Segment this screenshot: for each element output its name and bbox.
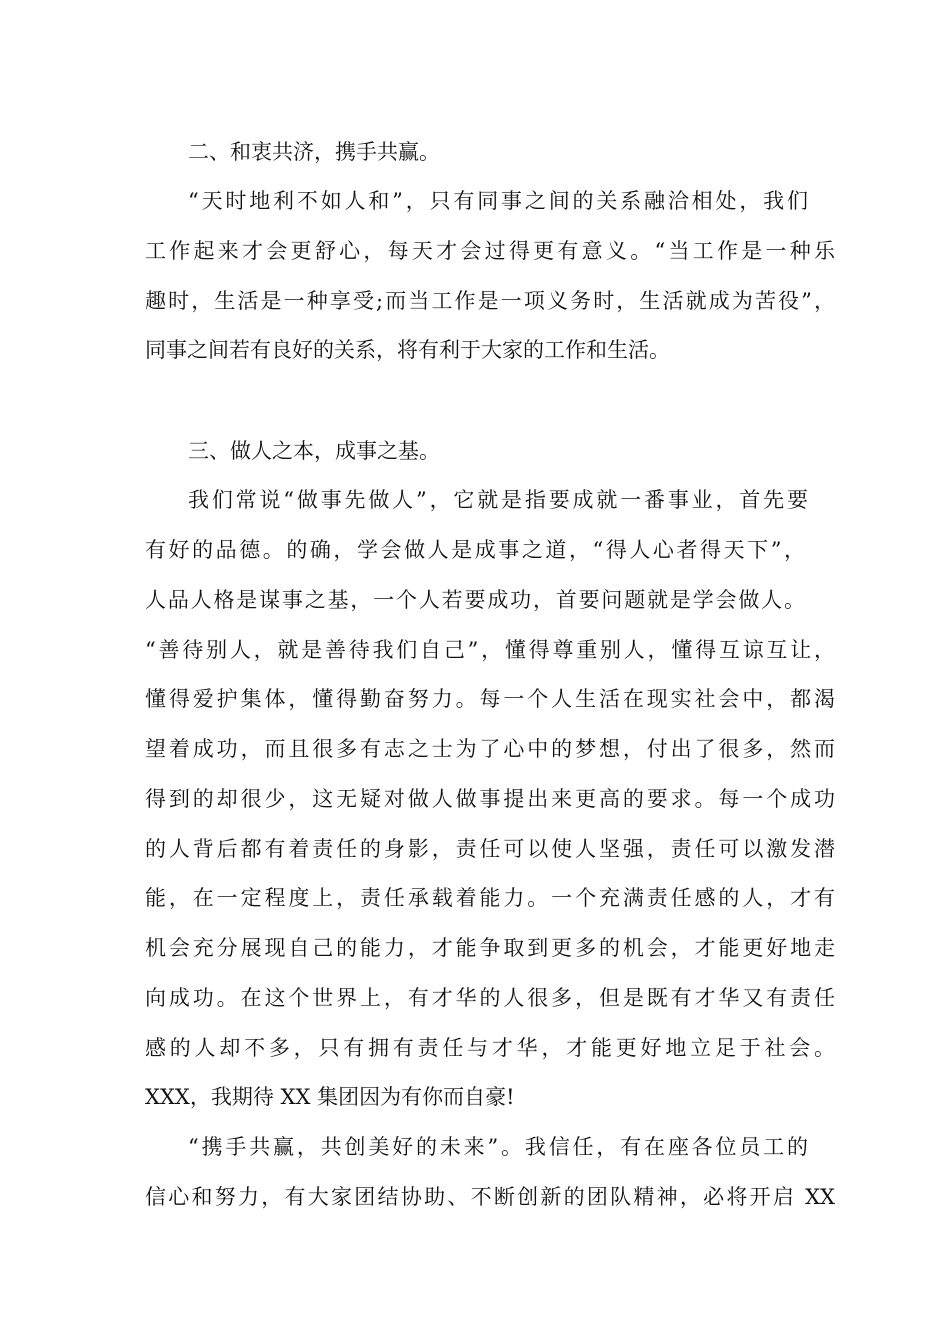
paragraph-line: 得到的却很少，这无疑对做人做事提出来更高的要求。每一个成功 (145, 787, 835, 811)
paragraph-line: 机会充分展现自己的能力，才能争取到更多的机会，才能更好地走 (145, 936, 835, 960)
paragraph-line: 人品人格是谋事之基，一个人若要成功，首要问题就是学会做人。 (145, 588, 805, 612)
paragraph-line: 信心和努力，有大家团结协助、不断创新的团队精神，必将开启 XX (145, 1185, 835, 1209)
paragraph-line: 的人背后都有着责任的身影，责任可以使人坚强，责任可以激发潜 (145, 837, 835, 861)
paragraph-line: 向成功。在这个世界上，有才华的人很多，但是既有才华又有责任 (145, 986, 835, 1010)
section-heading: 二、和衷共济，携手共赢。 (188, 140, 440, 164)
paragraph-line: 感的人却不多，只有拥有责任与才华，才能更好地立足于社会。 (145, 1036, 835, 1060)
paragraph-line: 同事之间若有良好的关系，将有利于大家的工作和生活。 (145, 338, 670, 362)
paragraph-line: “携手共赢，共创美好的未来”。我信任，有在座各位员工的 (188, 1135, 808, 1159)
paragraph-line: “善待别人，就是善待我们自己”，懂得尊重别人，懂得互谅互让， (145, 638, 835, 662)
paragraph-line: XXX，我期待 XX 集团因为有你而自豪! (145, 1085, 515, 1109)
paragraph-line: 我们常说“做事先做人”，它就是指要成就一番事业，首先要 (188, 488, 808, 512)
paragraph-line: 有好的品德。的确，学会做人是成事之道，“得人心者得天下”， (145, 538, 805, 562)
paragraph-line: 趣时，生活是一种享受;而当工作是一项义务时，生活就成为苦役”， (145, 289, 835, 313)
paragraph-line: 能，在一定程度上，责任承载着能力。一个充满责任感的人，才有 (145, 886, 835, 910)
section-heading: 三、做人之本，成事之基。 (188, 439, 440, 463)
paragraph-line: 工作起来才会更舒心，每天才会过得更有意义。“当工作是一种乐 (145, 239, 835, 263)
paragraph-line: 懂得爱护集体，懂得勤奋努力。每一个人生活在现实社会中，都渴 (145, 687, 835, 711)
paragraph-line: “天时地利不如人和”，只有同事之间的关系融洽相处，我们 (188, 189, 808, 213)
paragraph-line: 望着成功，而且很多有志之士为了心中的梦想，付出了很多，然而 (145, 737, 835, 761)
